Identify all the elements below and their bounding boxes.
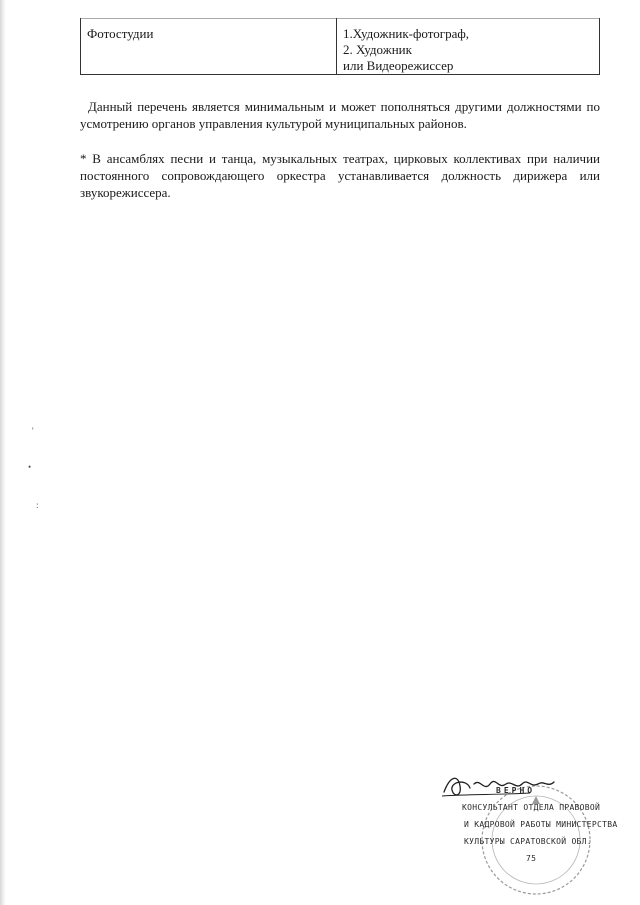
signature <box>440 770 590 800</box>
positions-table <box>80 18 600 75</box>
certification-stamp <box>440 770 630 900</box>
position-line-2: 2. Художник <box>343 42 412 57</box>
stamp-line-dept: И КАДРОВОЙ РАБОТЫ МИНИСТЕРСТВА <box>464 820 618 829</box>
position-line-3: или Видеорежиссер <box>343 58 454 73</box>
scan-speck: : <box>36 500 39 510</box>
stamp-line-number: 75 <box>526 854 537 863</box>
stamp-line-verno: ВЕРНО <box>496 786 536 795</box>
table-cell-unit <box>81 18 337 74</box>
note-paragraph-2: * В ансамблях песни и танца, музыкальных театрах, цирковых коллективах при наличии постоянного сопровождающего оркестра устанавливается должность дирижера или звукорежиссера. <box>80 151 600 200</box>
table-cell-positions <box>337 18 599 74</box>
scan-speck: ' <box>32 426 34 436</box>
position-line-1: 1.Художник-фотограф, <box>343 26 470 41</box>
stamp-line-ministry: КУЛЬТУРЫ САРАТОВСКОЙ ОБЛ. <box>464 837 592 846</box>
stamp-line-title: КОНСУЛЬТАНТ ОТДЕЛА ПРАВОВОЙ <box>462 803 601 812</box>
scan-speck: • <box>28 462 32 472</box>
unit-label: Фотостудии <box>87 26 154 41</box>
note-paragraph-1: Данный перечень является минимальным и может пополняться другими должностями по усмотрению органов управления культурой муниципальных районов. <box>80 99 600 131</box>
